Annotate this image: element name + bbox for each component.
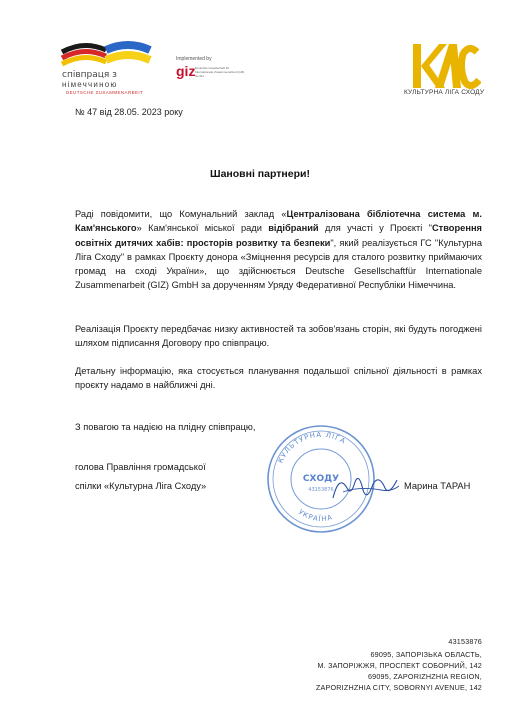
paragraph-2: Реалізація Проєкту передбачає низку активностей та зобов'язань сторін, які будуть погоджені шляхом підписання Договору про співпрацю. [75, 324, 482, 349]
stamp-center-text: СХОДУ [302, 474, 340, 484]
coop-text-line3: DEUTSCHE ZUSAMMENARBEIT [66, 90, 144, 95]
implemented-by-label: Implemented by [176, 56, 212, 62]
coop-text-line1: співпраця з [62, 70, 117, 80]
footer-address-line1: 69095, ЗАПОРІЗЬКА ОБЛАСТЬ, [370, 650, 482, 659]
footer-code: 43153876 [448, 637, 482, 646]
signatory-title-line2: спілки «Культурна Ліга Сходу» [75, 481, 207, 491]
paragraph-1 [75, 207, 482, 293]
kls-logo-icon [405, 38, 481, 92]
paragraph-1-run: » Кам'янської міської ради [136, 223, 269, 234]
svg-text:УКРАЇНА [297, 508, 334, 523]
coop-text-line2: німеччиною [62, 80, 118, 89]
greeting-heading: Шановні партнери! [210, 168, 310, 180]
signatory-title-line1: голова Правління громадської [75, 462, 206, 472]
kls-name: КУЛЬТУРНА ЛІГА СХОДУ [404, 89, 485, 96]
footer-address-line3: 69095, ZAPORIZHZHIA REGION, [367, 672, 482, 681]
paragraph-1-run: Централізована бібліотечна система м. Кам'янського [75, 209, 482, 234]
stamp-code: 43153876 [308, 487, 334, 493]
footer-address-line4: ZAPORIZHZHIA CITY, SOBORNYI AVENUE, 142 [315, 683, 482, 692]
footer-address-line2: М. ЗАПОРІЖЖЯ, ПРОСПЕКТ СОБОРНИЙ, 142 [317, 661, 482, 670]
handwritten-signature [325, 468, 405, 508]
stamp-bottom-text: УКРАЇНА [296, 507, 334, 524]
giz-description: Deutsche Gesellschaft für Internationale Zusammenarbeit (GIZ) GmbH [195, 66, 245, 78]
stamp-outer-text: КУЛЬТУРНА ЛІГА [276, 430, 348, 465]
document-number: № 47 від 28.05. 2023 року [75, 107, 183, 117]
svg-text:КУЛЬТУРНА ЛІГА [276, 431, 347, 464]
paragraph-3: Детальну інформацію, яка стосується планування подальшої спільної діяльності в рамках проєкту надамо в найближчі дні. [75, 366, 482, 391]
paragraph-1-run: для участі у Проєкті " [318, 223, 432, 234]
paragraph-1-run: ", який реалізується ГС "Культурна Ліга Сходу" в рамках Проєкту донора «Зміцнення ресурсів для сталого розвитку приймаючих громад на сході України», що здійснюється Deutsche Gesellschaftfür Internationale Zusammenarbeit (GIZ) GmbH за дорученням Уряду Федеративної Республіки Німеччина. [75, 237, 482, 291]
paragraph-1-run: Раді повідомити, що Комунальний заклад « [75, 209, 287, 219]
signer-name: Марина ТАРАН [404, 481, 471, 491]
paragraph-1-run: Створення освітніх дитячих хабів: просторів розвитку та безпеки [75, 223, 482, 248]
closing-line: З повагою та надією на плідну співпрацю, [75, 422, 256, 432]
paragraph-1-run: відібраний [268, 223, 319, 234]
giz-logo: giz [176, 63, 196, 79]
